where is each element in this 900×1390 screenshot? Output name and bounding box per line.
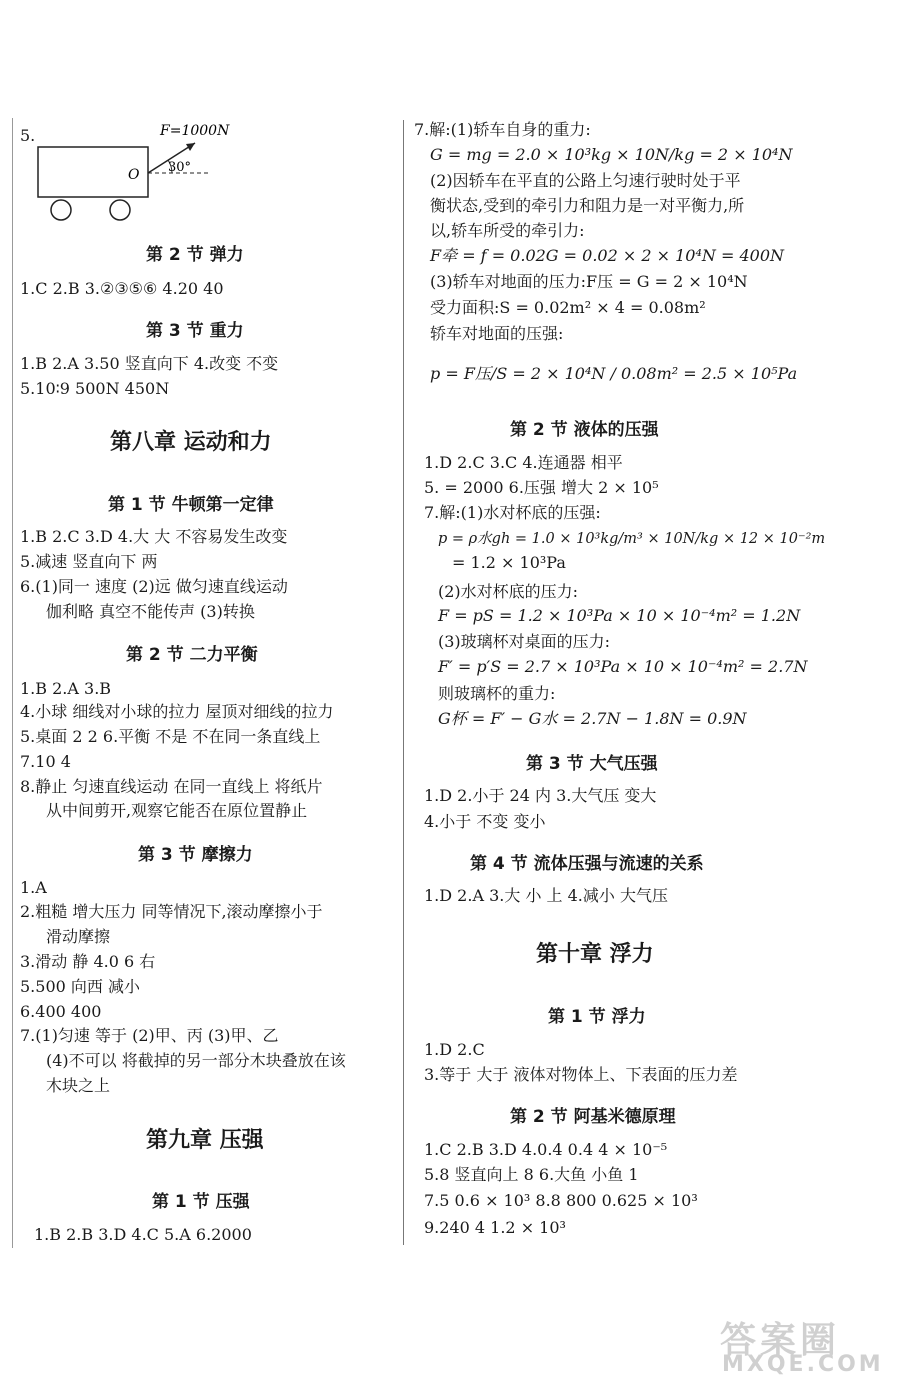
ch8-s3-answers-9: 木块之上: [46, 1076, 111, 1095]
ch9-s3-answers-1: 1.D 2.小于 24 内 3.大气压 变大: [424, 786, 657, 805]
angle-label: 30°: [168, 160, 192, 175]
ch10-s2-answers-3: 7.5 0.6 × 10³ 8.8 800 0.625 × 10³: [424, 1191, 698, 1210]
chapter-9-title: 第九章 压强: [146, 1128, 264, 1153]
ch8-s1-title: 第 1 节 牛顿第一定律: [108, 495, 274, 515]
ch10-s2-answers-1: 1.C 2.B 3.D 4.0.4 0.4 4 × 10⁻⁵: [424, 1140, 668, 1159]
q7-line-6: F牵 = f = 0.02G = 0.02 × 2 × 10⁴N = 400N: [430, 246, 785, 265]
ch9-s1-title: 第 1 节 压强: [152, 1192, 250, 1212]
ch9-s1-answers-1: 1.B 2.B 3.D 4.C 5.A 6.2000: [34, 1225, 252, 1244]
ch8-s1-answers-3: 6.(1)同一 速度 (2)远 做匀速直线运动: [20, 577, 288, 596]
watermark-line-2: MXQE.COM: [722, 1352, 884, 1377]
ch9-s2-answers-8: (3)玻璃杯对桌面的压力:: [438, 632, 611, 651]
ch9-s2-answers-2: 5. = 2000 6.压强 增大 2 × 10⁵: [424, 478, 659, 497]
ch10-s1-answers-2: 3.等于 大于 液体对物体上、下表面的压力差: [424, 1065, 738, 1084]
ch8-s2-title: 第 2 节 二力平衡: [126, 645, 258, 665]
ch10-s2-title: 第 2 节 阿基米德原理: [510, 1107, 676, 1127]
cart-force-diagram: [30, 115, 230, 225]
ch8-s2-answers-5: 8.静止 匀速直线运动 在同一直线上 将纸片: [20, 777, 323, 796]
ch10-s1-answers-1: 1.D 2.C: [424, 1040, 485, 1059]
column-divider: [403, 120, 404, 1245]
ch8-s2-answers-1: 1.B 2.A 3.B: [20, 679, 112, 698]
ch8-s3-answers-3: 滑动摩擦: [46, 927, 111, 946]
ch8-s1-answers-4: 伽利略 真空不能传声 (3)转换: [46, 602, 255, 621]
q7-line-7: (3)轿车对地面的压力:F压 = G = 2 × 10⁴N: [430, 272, 748, 291]
q7-line-2: G = mg = 2.0 × 10³kg × 10N/kg = 2 × 10⁴N: [430, 145, 793, 164]
force-label: F=1000N: [160, 123, 230, 139]
watermark-logo: [720, 1312, 890, 1382]
ch9-s4-title: 第 4 节 流体压强与流速的关系: [470, 854, 704, 874]
ch9-s2-answers-6: (2)水对杯底的压力:: [438, 582, 579, 601]
ch9-s3-title: 第 3 节 大气压强: [526, 754, 658, 774]
ch8-s3-answers-5: 5.500 向西 减小: [20, 977, 140, 996]
ch8-s3-answers-6: 6.400 400: [20, 1002, 102, 1021]
q7-line-5: 以,轿车所受的牵引力:: [430, 221, 585, 240]
point-o-label: O: [128, 167, 140, 183]
ch8-s2-answers-3: 5.桌面 2 2 6.平衡 不是 不在同一条直线上: [20, 727, 321, 746]
ch7-s3-answers-1: 1.B 2.A 3.50 竖直向下 4.改变 不变: [20, 354, 279, 373]
ch7-s3-title: 第 3 节 重力: [146, 321, 244, 341]
ch9-s2-title: 第 2 节 液体的压强: [510, 420, 659, 440]
ch8-s3-answers-4: 3.滑动 静 4.0 6 右: [20, 952, 156, 971]
ch9-s2-answers-5: = 1.2 × 10³Pa: [452, 553, 566, 572]
ch8-s3-answers-8: (4)不可以 将截掉的另一部分木块叠放在该: [46, 1051, 346, 1070]
ch8-s1-answers-2: 5.减速 竖直向下 两: [20, 552, 158, 571]
q7-line-4: 衡状态,受到的牵引力和阻力是一对平衡力,所: [430, 196, 745, 215]
chapter-10-title: 第十章 浮力: [536, 942, 654, 967]
ch9-s2-answers-9: F′ = p′S = 2.7 × 10³Pa × 10 × 10⁻⁴m² = 2.7N: [438, 657, 808, 676]
ch9-s2-answers-1: 1.D 2.C 3.C 4.连通器 相平: [424, 453, 623, 472]
q7-line-1: 7.解:(1)轿车自身的重力:: [414, 120, 591, 139]
ch8-s3-answers-2: 2.粗糙 增大压力 同等情况下,滚动摩擦小于: [20, 902, 323, 921]
ch8-s3-title: 第 3 节 摩擦力: [138, 845, 253, 865]
ch9-s2-answers-7: F = pS = 1.2 × 10³Pa × 10 × 10⁻⁴m² = 1.2N: [438, 606, 801, 625]
ch8-s3-answers-1: 1.A: [20, 878, 47, 897]
ch7-s2-answers: 1.C 2.B 3.②③⑤⑥ 4.20 40: [20, 279, 224, 298]
ch10-s2-answers-2: 5.8 竖直向上 8 6.大鱼 小鱼 1: [424, 1165, 639, 1184]
ch8-s2-answers-6: 从中间剪开,观察它能否在原位置静止: [46, 801, 308, 820]
ch9-s2-answers-4: p = ρ水gh = 1.0 × 10³kg/m³ × 10N/kg × 12 × 10⁻²m: [438, 531, 826, 547]
ch9-s2-answers-11: G杯 = F′ − G水 = 2.7N − 1.8N = 0.9N: [438, 709, 747, 728]
ch7-s2-title: 第 2 节 弹力: [146, 245, 244, 265]
cart-wheel-left: [51, 200, 71, 220]
chapter-8-title: 第八章 运动和力: [110, 430, 272, 455]
ch9-s2-answers-10: 则玻璃杯的重力:: [438, 684, 556, 703]
ch8-s1-answers-1: 1.B 2.C 3.D 4.大 大 不容易发生改变: [20, 527, 288, 546]
ch8-s2-answers-2: 4.小球 细线对小球的拉力 屋顶对细线的拉力: [20, 702, 334, 721]
left-margin-rule: [12, 118, 13, 1248]
ch10-s1-title: 第 1 节 浮力: [548, 1007, 646, 1027]
q7-line-10: p = F压/S = 2 × 10⁴N / 0.08m² = 2.5 × 10⁵Pa: [430, 364, 798, 383]
ch9-s4-answers-1: 1.D 2.A 3.大 小 上 4.减小 大气压: [424, 886, 668, 905]
q7-line-8: 受力面积:S = 0.02m² × 4 = 0.08m²: [430, 298, 706, 317]
q7-line-9: 轿车对地面的压强:: [430, 324, 564, 343]
watermark-line-1: 答案圈: [720, 1320, 841, 1361]
ch9-s2-answers-3: 7.解:(1)水对杯底的压强:: [424, 503, 601, 522]
ch7-s3-answers-2: 5.10∶9 500N 450N: [20, 379, 170, 398]
ch10-s2-answers-4: 9.240 4 1.2 × 10³: [424, 1218, 566, 1237]
ch8-s3-answers-7: 7.(1)匀速 等于 (2)甲、丙 (3)甲、乙: [20, 1026, 279, 1045]
q5-label: 5.: [20, 126, 36, 145]
ch9-s3-answers-2: 4.小于 不变 变小: [424, 812, 546, 831]
cart-wheel-right: [110, 200, 130, 220]
q7-line-3: (2)因轿车在平直的公路上匀速行驶时处于平: [430, 171, 741, 190]
ch8-s2-answers-4: 7.10 4: [20, 752, 71, 771]
